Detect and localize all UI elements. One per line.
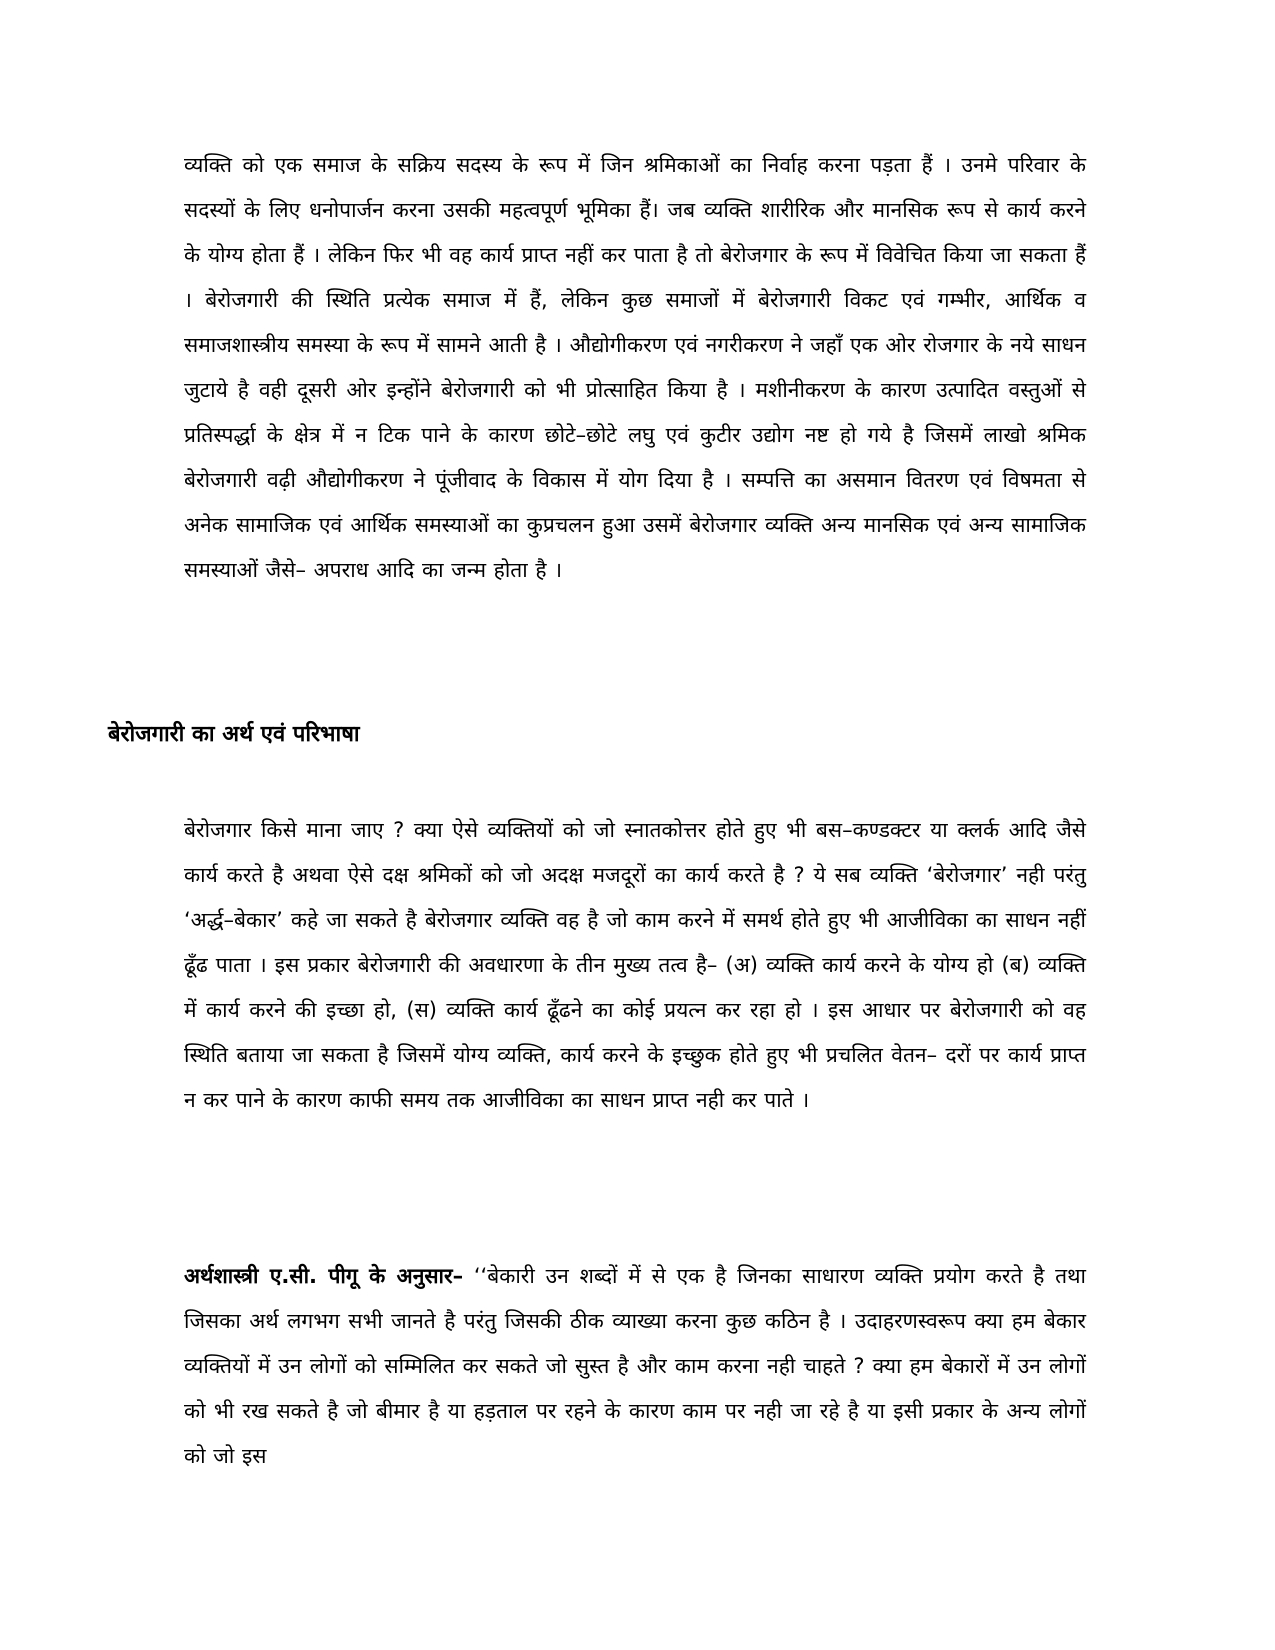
quote-text: ‘‘बेकारी उन शब्दों में से एक है जिनका साधारण व्यक्ति प्रयोग करते है तथा जिसका अर्थ लगभग सभी जानते है परंतु जिसकी ठीक व्याख्या करना कुछ कठिन है । उदाहरणस्वरूप क्या हम बेकार व्यक्तियों में उन लोगों को सम्मिलित कर सकते जो सुस्त है और काम करना नही चाहते ? क्या हम बेकारों में उन लोगों को भी रख सकते है जो बीमार है या हड़ताल पर रहने के कारण काम पर नही जा रहे है या इसी प्रकार के अन्य लोगों को जो इस	[184, 1264, 1086, 1468]
section-heading: बेरोजगारी का अर्थ एवं परिभाषा	[108, 722, 360, 747]
intro-paragraph: व्यक्ति को एक समाज के सक्रिय सदस्य के रूप में जिन श्रमिकाओं का निर्वाह करना पड़ता हैं । उनमे परिवार के सदस्यों के लिए धनोपार्जन करना उसकी महत्वपूर्ण भूमिका हैं। जब व्यक्ति शारीरिक और मानसिक रूप से कार्य करने के योग्य होता हैं । लेकिन फिर भी वह कार्य प्राप्त नहीं कर पाता है तो बेरोजगार के रूप में विवेचित किया जा सकता हैं । बेरोजगारी की स्थिति प्रत्येक समाज में हैं, लेकिन कुछ समाजों में बेरोजगारी विकट एवं गम्भीर, आर्थिक व समाजशास्त्रीय समस्या के रूप में सामने आती है । औद्योगीकरण एवं नगरीकरण ने जहाँ एक ओर रोजगार के नये साधन जुटाये है वही दूसरी ओर इन्होंने बेरोजगारी को भी प्रोत्साहित किया है । मशीनीकरण के कारण उत्पादित वस्तुओं से प्रतिस्पर्द्धा के क्षेत्र में न टिक पाने के कारण छोटे–छोटे लघु एवं कुटीर उद्योग नष्ट हो गये है जिसमें लाखो श्रमिक बेरोजगारी वढ़ी औद्योगीकरण ने पूंजीवाद के विकास में योग दिया है । सम्पत्ति का असमान वितरण एवं विषमता से अनेक सामाजिक एवं आर्थिक समस्याओं का कुप्रचलन हुआ उसमें बेरोजगार व्यक्ति अन्य मानसिक एवं अन्य सामाजिक समस्याओं जैसे– अपराध आदि का जन्म होता है ।	[184, 153, 1086, 582]
quote-lead: अर्थशास्त्री ए.सी. पीगू के अनुसार–	[184, 1264, 464, 1288]
pigou-quote-paragraph	[184, 1254, 1086, 1479]
definition-paragraph: बेरोजगार किसे माना जाए ? क्या ऐसे व्यक्तियों को जो स्नातकोत्तर होते हुए भी बस–कण्डक्टर या क्लर्क आदि जैसे कार्य करते है अथवा ऐसे दक्ष श्रमिकों को जो अदक्ष मजदूरों का कार्य करते है ? ये सब व्यक्ति ‘बेरोजगार’ नही परंतु ‘अर्द्ध–बेकार’ कहे जा सकते है बेरोजगार व्यक्ति वह है जो काम करने में समर्थ होते हुए भी आजीविका का साधन नहीं ढूँढ पाता । इस प्रकार बेरोजगारी की अवधारणा के तीन मुख्य तत्व है– (अ) व्यक्ति कार्य करने के योग्य हो (ब) व्यक्ति में कार्य करने की इच्छा हो, (स) व्यक्ति कार्य ढूँढने का कोई प्रयत्न कर रहा हो । इस आधार पर बेरोजगारी को वह स्थिति बताया जा सकता है जिसमें योग्य व्यक्ति, कार्य करने के इच्छुक होते हुए भी प्रचलित वेतन– दरों पर कार्य प्राप्त न कर पाने के कारण काफी समय तक आजीविका का साधन प्राप्त नही कर पाते ।	[184, 818, 1086, 1112]
